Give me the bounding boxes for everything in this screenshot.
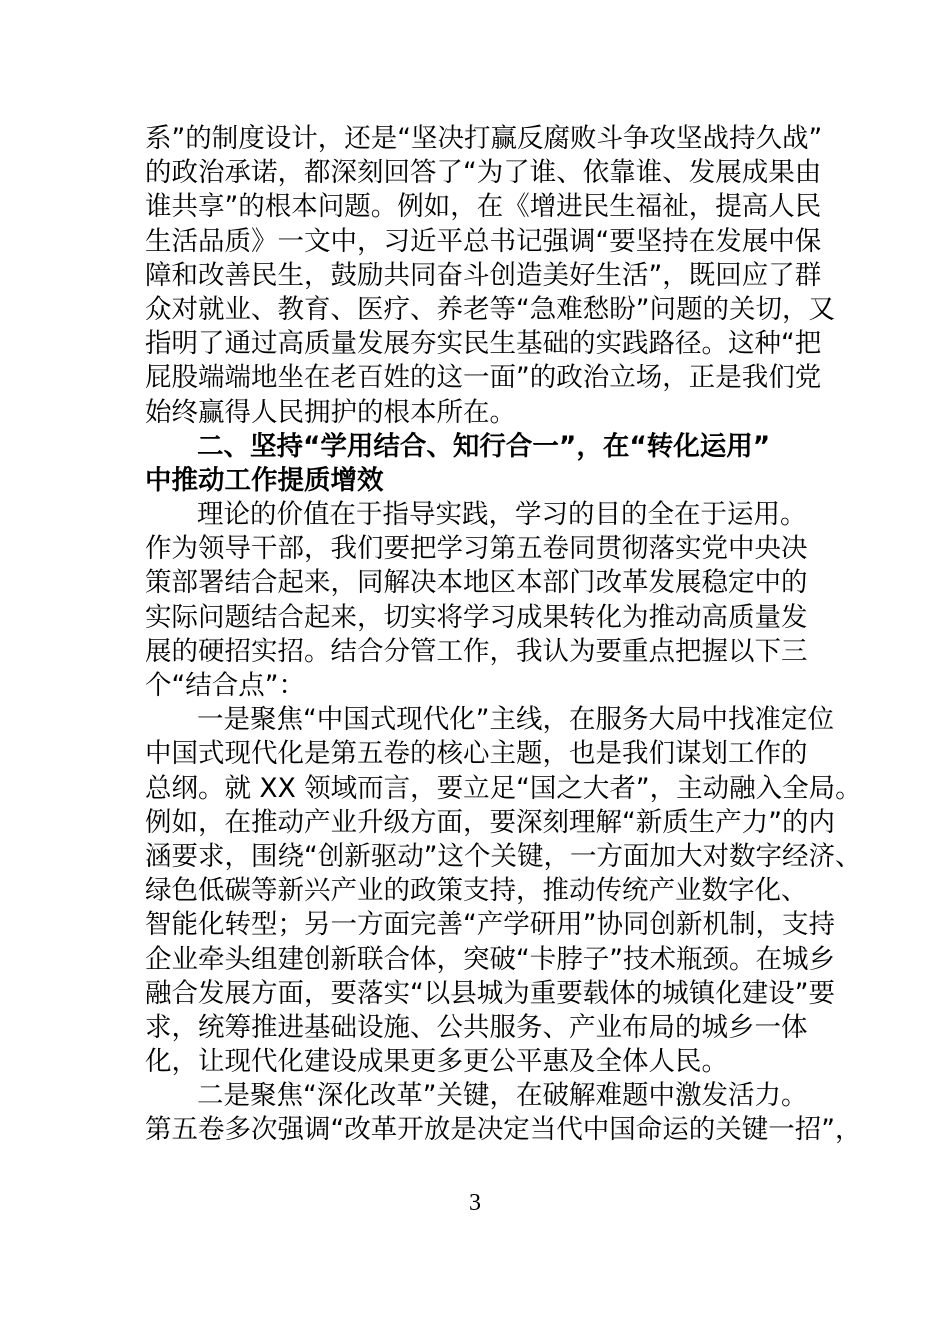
text-line: 绿色低碳等新兴产业的政策支持，推动传统产业数字化、: [145, 875, 808, 907]
body-text: [145, 122, 862, 1148]
text-line: 障和改善民生，鼓励共同奋斗创造美好生活”，既回应了群: [145, 259, 822, 291]
text-line: 个“结合点”：: [145, 670, 305, 701]
text-line: 策部署结合起来，同解决本地区本部门改革发展稳定中的: [145, 567, 808, 599]
text-line: 系”的制度设计，还是“坚决打赢反腐败斗争攻坚战持久战”: [145, 123, 823, 154]
text-line: 融合发展方面，要落实“以县城为重要载体的城镇化建设”要: [145, 977, 835, 1009]
subheading-point-two: 二是聚焦“深化改革”关键，在破解难题中激发活力。: [197, 1080, 808, 1112]
text-line: 例如，在推动产业升级方面，要深刻理解“新质生产力”的内: [145, 806, 835, 838]
text-line: 智能化转型；另一方面完善“产学研用”协同创新机制，支持: [145, 909, 835, 941]
text-line: 中国式现代化是第五卷的核心主题，也是我们谋划工作的: [145, 738, 808, 770]
text-line: 指明了通过高质量发展夯实民生基础的实践路径。这种“把: [145, 328, 822, 360]
text-line: 涵要求，围绕“创新驱动”这个关键，一方面加大对数字经济、: [145, 840, 862, 872]
text-line: 屁股端端地坐在老百姓的这一面”的政治立场，正是我们党: [145, 362, 822, 394]
text-line: 谁共享”的根本问题。例如，在《增进民生福祉，提高人民: [145, 191, 822, 223]
section-heading-continued: 中推动工作提质增效: [145, 464, 384, 496]
text-line: 生活品质》一文中，习近平总书记强调“要坚持在发展中保: [145, 225, 822, 257]
text-line: 作为领导干部，我们要把学习第五卷同贯彻落实党中央决: [145, 533, 808, 565]
text-line: 始终赢得人民拥护的根本所在。: [145, 396, 516, 428]
section-heading: 二、坚持“学用结合、知行合一”，在“转化运用”: [197, 430, 771, 462]
text-line: 展的硬招实招。结合分管工作，我认为要重点把握以下三: [145, 635, 808, 667]
text-line: 第五卷多次强调“改革开放是决定当代中国命运的关键一招”，: [145, 1114, 862, 1146]
text-line: 化，让现代化建设成果更多更公平惠及全体人民。: [145, 1046, 728, 1078]
subheading-point-one: 一是聚焦“中国式现代化”主线，在服务大局中找准定位: [197, 704, 834, 736]
text-line: 的政治承诺，都深刻回答了“为了谁、依靠谁、发展成果由: [145, 157, 822, 189]
page-number: 3: [469, 1190, 481, 1216]
text-line: 总纲。就 XX 领域而言，要立足“国之大者”，主动融入全局。: [145, 772, 862, 804]
text-line: 众对就业、教育、医疗、养老等“急难愁盼”问题的关切，又: [145, 293, 835, 325]
text-line: 求，统筹推进基础设施、公共服务、产业布局的城乡一体: [145, 1011, 808, 1043]
text-line: 企业牵头组建创新联合体，突破“卡脖子”技术瓶颈。在城乡: [145, 943, 835, 975]
paragraph-start: 理论的价值在于指导实践，学习的目的全在于运用。: [197, 499, 807, 531]
text-line: 实际问题结合起来，切实将学习成果转化为推动高质量发: [145, 601, 808, 633]
